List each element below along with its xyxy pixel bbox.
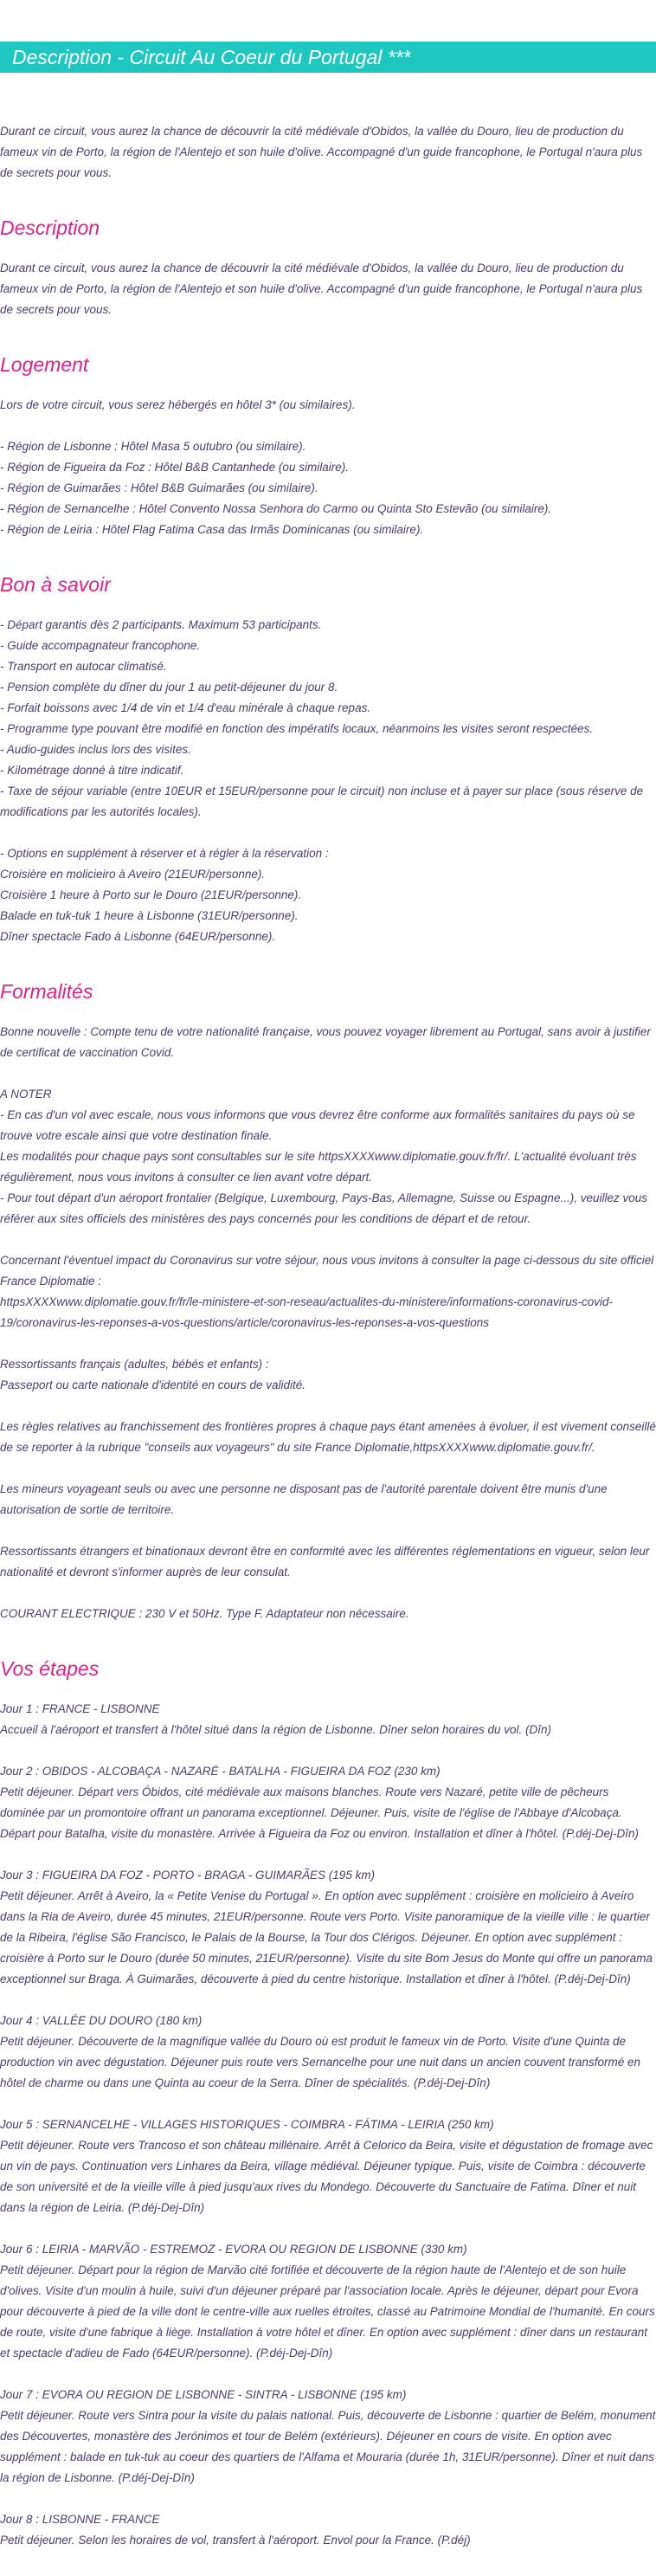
text-line: Jour 3 : FIGUEIRA DA FOZ - PORTO - BRAGA - GUIMARÃES (195 km) [0, 1869, 376, 1882]
blank-line [0, 2489, 656, 2509]
blank-line [0, 1230, 656, 1250]
text-line: httpsXXXXwww.diplomatie.gouv.fr/fr/le-ministere-et-son-reseau/actualites-du-ministere/informations-coronavirus-covid-19/coronavirus-les-reponses-a-vos-questions/article/coronavirus-les-reponses-a-vos-questions [0, 1295, 614, 1329]
text-line: - Départ garantis dès 2 participants. Maximum 53 participants. [0, 618, 322, 631]
text-line: - Région de Sernancelhe : Hôtel Convento Nossa Senhora do Carmo ou Quinta Sto Estevão (ou similaire). [0, 502, 552, 515]
blank-line [0, 1583, 656, 1604]
text-line: Petit déjeuner. Départ vers Óbidos, cité médiévale aux maisons blanches. Route vers Nazaré, petite ville de pêcheurs dominée par un promontoire offrant un panorama exceptionnel. Déjeuner. Puis, visite de l'église de l'Abbaye d'Alcobaça. Départ pour Batalha, visite du monastère. Arrivée à Figueira da Foz ou environ. Installation et dîner à l'hôtel. (P.déj-Dej-Dîn) [0, 1785, 639, 1840]
section-heading-logement: Logement [0, 353, 89, 376]
text-line: Jour 2 : OBIDOS - ALCOBAÇA - NAZARÉ - BATALHA - FIGUEIRA DA FOZ (230 km) [0, 1765, 441, 1778]
text-line: - Audio-guides inclus lors des visites. [0, 743, 191, 756]
text-line: Jour 8 : LISBONNE - FRANCE [0, 2513, 160, 2526]
text-line: Accueil à l'aéroport et transfert à l'hôtel situé dans la région de Lisbonne. Dîner selon horaires du vol. (Dîn) [0, 1723, 552, 1736]
blank-line [0, 1990, 656, 2011]
text-line: Jour 6 : LEIRIA - MARVÃO - ESTREMOZ - EVORA OU REGION DE LISBONNE (330 km) [0, 2243, 467, 2256]
text-line: - Forfait boissons avec 1/4 de vin et 1/4 d'eau minérale à chaque repas. [0, 701, 371, 714]
text-line: Les modalités pour chaque pays sont consultables sur le site httpsXXXXwww.diplomatie.gouv.fr/fr/. L'actualité évoluant très régulièrement, nous vous invitons à consulter ce lien avant votre départ. [0, 1150, 637, 1184]
text-line: - Pour tout départ d'un aéroport frontalier (Belgique, Luxembourg, Pays-Bas, Allemagne, Suisse ou Espagne...), veuillez vous référer aux sites officiels des ministères des pays concernés pour les conditions de départ et de retour. [0, 1191, 647, 1225]
text-line: - Guide accompagnateur francophone. [0, 639, 201, 652]
blank-line [0, 1063, 656, 1084]
text-line: Passeport ou carte nationale d'identité en cours de validité. [0, 1378, 306, 1391]
section-bon-a-savoir [0, 571, 656, 947]
text-line: Dîner spectacle Fado à Lisbonne (64EUR/personne). [0, 930, 276, 943]
text-line: Petit déjeuner. Arrêt à Aveiro, la « Petite Venise du Portugal ». En option avec supplément : croisière en molicieiro à Aveiro dans la Ria de Aveiro, durée 45 minutes, 21EUR/personne. Route vers Porto. Visite panoramique de la vieille ville : le quartier de la Ribeira, l'église São Francisco, le Palais de la Bourse, la Tour dos Clérigos. Déjeuner. En option avec supplément : croisière à Porto sur le Douro (durée 50 minutes, 21EUR/personne). Visite du site Bom Jesus do Monte qui offre un panorama exceptionnel sur Braga. À Guimarães, découverte à pied du centre historique. Installation et dîner à l'hôtel. (P.déj-Dej-Dîn) [0, 1889, 653, 1985]
text-line: - Région de Leiria : Hôtel Flag Fatima Casa das Irmãs Dominicanas (ou similaire). [0, 523, 424, 536]
text-line: Croisière en molicieiro à Aveiro (21EUR/personne). [0, 868, 266, 881]
section-formalites [0, 978, 656, 1624]
text-line: - Taxe de séjour variable (entre 10EUR et 15EUR/personne pour le circuit) non incluse et à payer sur place (sous réserve de modifications par les autorités locales). [0, 784, 644, 818]
text-line: Durant ce circuit, vous aurez la chance de découvrir la cité médiévale d'Obidos, la vallée du Douro, lieu de production du fameux vin de Porto, la région de l'Alentejo et son huile d'olive. Accompagné d'un guide francophone, le Portugal n'aura plus de secrets pour vous. [0, 261, 643, 316]
text-line: Croisière 1 heure à Porto sur le Douro (21EUR/personne). [0, 888, 302, 901]
text-line: Petit déjeuner. Selon les horaires de vol, transfert à l'aéroport. Envol pour la France. (P.déj) [0, 2534, 471, 2547]
text-line: Jour 7 : EVORA OU REGION DE LISBONNE - SINTRA - LISBONNE (195 km) [0, 2388, 407, 2401]
page [0, 42, 656, 2551]
section-heading-vos-etapes: Vos étapes [0, 1657, 100, 1680]
text-line: Petit déjeuner. Route vers Trancoso et son château millénaire. Arrêt à Celorico da Beira, visite et dégustation de fromage avec un vin de pays. Continuation vers Linhares da Beira, village médiéval. Déjeuner typique. Puis, visite de Coimbra : découverte de son université et de la vieille ville à pied jusqu'aux rives du Mondego. Découverte du Sanctuaire de Fatima. Dîner et nuit dans la région de Leiria. (P.déj-Dej-Dîn) [0, 2139, 653, 2214]
blank-line [0, 416, 656, 436]
text-line: - En cas d'un vol avec escale, nous vous informons que vous devrez être conforme aux formalités sanitaires du pays où se trouve votre escale ainsi que votre destination finale. [0, 1108, 635, 1142]
text-line: - Région de Guimarães : Hôtel B&B Guimarães (ou similaire). [0, 481, 318, 494]
blank-line [0, 2364, 656, 2385]
text-line: Concernant l'éventuel impact du Coronavirus sur votre séjour, nous vous invitons à consulter la page ci-dessous du site officiel France Diplomatie : [0, 1254, 654, 1288]
text-line: A NOTER [0, 1088, 52, 1101]
text-line: Jour 5 : SERNANCELHE - VILLAGES HISTORIQUES - COIMBRA - FÁTIMA - LEIRIA (250 km) [0, 2118, 494, 2131]
text-line: Ressortissants français (adultes, bébés et enfants) : [0, 1358, 269, 1371]
text-line: Petit déjeuner. Départ pour la région de Marvão cité fortifiée et découverte de la région haute de l'Alentejo et de son huile d'olives. Visite d'un moulin à huile, suivi d'un déjeuner préparé par l'association locale. Après le déjeuner, départ pour Evora pour découverte à pied de la ville dont le centre-ville aux ruelles étroites, classé au Patrimoine Mondial de l'humanité. En cours de route, visite d'une fabrique à liège. Installation à votre hôtel et dîner. En option avec supplément : dîner dans un restaurant et spectacle d'adieu de Fado (64EUR/personne). (P.déj-Dej-Dîn) [0, 2263, 655, 2360]
section-body-formalites [0, 1022, 656, 1624]
blank-line [0, 1458, 656, 1479]
section-logement [0, 352, 656, 540]
text-line: Bonne nouvelle : Compte tenu de votre nationalité française, vous pouvez voyager librement au Portugal, sans avoir à justifier de certificat de vaccination Covid. [0, 1025, 651, 1059]
text-line: Petit déjeuner. Route vers Sintra pour la visite du palais national. Puis, découverte de Lisbonne : quartier de Belém, monument des Découvertes, monastère des Jerónimos et tour de Belém (extérieurs). Déjeuner en cours de visite. En option avec supplément : balade en tuk-tuk au coeur des quartiers de l'Alfama et Mouraria (durée 1h, 31EUR/personne). Dîner et nuit dans la région de Lisbonne. (P.déj-Dej-Dîn) [0, 2409, 656, 2484]
section-body-vos-etapes [0, 1699, 656, 2551]
content [0, 121, 656, 2551]
blank-line [0, 1740, 656, 1761]
text-line: Balade en tuk-tuk 1 heure à Lisbonne (31EUR/personne). [0, 909, 299, 922]
section-vos-etapes [0, 1656, 656, 2551]
section-heading-description: Description [0, 216, 100, 239]
section-heading-bon-a-savoir: Bon à savoir [0, 573, 111, 596]
blank-line [0, 823, 656, 843]
text-line: Petit déjeuner. Découverte de la magnifique vallée du Douro où est produit le fameux vin de Porto. Visite d'une Quinta de production vin avec dégustation. Déjeuner puis route vers Sernancelhe pour une nuit dans un ancien couvent transformé en hôtel de charme ou dans une Quinta au coeur de la Serra. Dîner de spécialités. (P.déj-Dej-Dîn) [0, 2035, 640, 2089]
text-line: Les mineurs voyageant seuls ou avec une personne ne disposant pas de l'autorité parentale doivent être munis d'une autorisation de sortie de territoire. [0, 1482, 608, 1516]
blank-line [0, 1396, 656, 1417]
section-description [0, 215, 656, 320]
text-line: - Région de Lisbonne : Hôtel Masa 5 outubro (ou similaire). [0, 440, 306, 453]
blank-line [0, 1844, 656, 1865]
blank-line [0, 2094, 656, 2114]
text-line: Jour 1 : FRANCE - LISBONNE [0, 1702, 160, 1715]
blank-line [0, 2218, 656, 2239]
section-body-logement [0, 395, 656, 540]
text-line: Lors de votre circuit, vous serez hébergés en hôtel 3* (ou similaires). [0, 398, 356, 411]
text-line: Ressortissants étrangers et binationaux devront être en conformité avec les différentes réglementations en vigueur, selon leur nationalité et devront s'informer auprès de leur consulat. [0, 1545, 650, 1579]
text-line: - Kilométrage donné à titre indicatif. [0, 764, 184, 777]
text-line: Jour 4 : VALLÉE DU DOURO (180 km) [0, 2014, 203, 2027]
intro-text: Durant ce circuit, vous aurez la chance de découvrir la cité médiévale d'Obidos, la vallée du Douro, lieu de production du fameux vin de Porto, la région de l'Alentejo et son huile d'olive. Accompagné d'un guide francophone, le Portugal n'aura plus de secrets pour vous. [0, 125, 643, 179]
text-line: - Pension complète du dîner du jour 1 au petit-déjeuner du jour 8. [0, 681, 338, 694]
blank-line [0, 1333, 656, 1354]
text-line: Les règles relatives au franchissement des frontières propres à chaque pays étant amenées à évoluer, il est vivement conseillé de se reporter à la rubrique "conseils aux voyageurs" du site France Diplomatie,httpsXXXXwww.diplomatie.gouv.fr/. [0, 1420, 656, 1454]
page-title-banner: Description - Circuit Au Coeur du Portugal *** [0, 42, 656, 73]
blank-line [0, 1520, 656, 1541]
text-line: - Région de Figueira da Foz : Hôtel B&B Cantanhede (ou similaire). [0, 461, 349, 474]
section-body-description [0, 258, 656, 320]
text-line: COURANT ELECTRIQUE : 230 V et 50Hz. Type F. Adaptateur non nécessaire. [0, 1607, 409, 1620]
text-line: - Options en supplément à réserver et à régler à la réservation : [0, 847, 329, 860]
text-line: - Programme type pouvant être modifié en fonction des impératifs locaux, néanmoins les visites seront respectées. [0, 722, 594, 735]
text-line: - Transport en autocar climatisé. [0, 660, 167, 673]
section-heading-formalites: Formalités [0, 980, 93, 1003]
section-body-bon-a-savoir [0, 615, 656, 947]
